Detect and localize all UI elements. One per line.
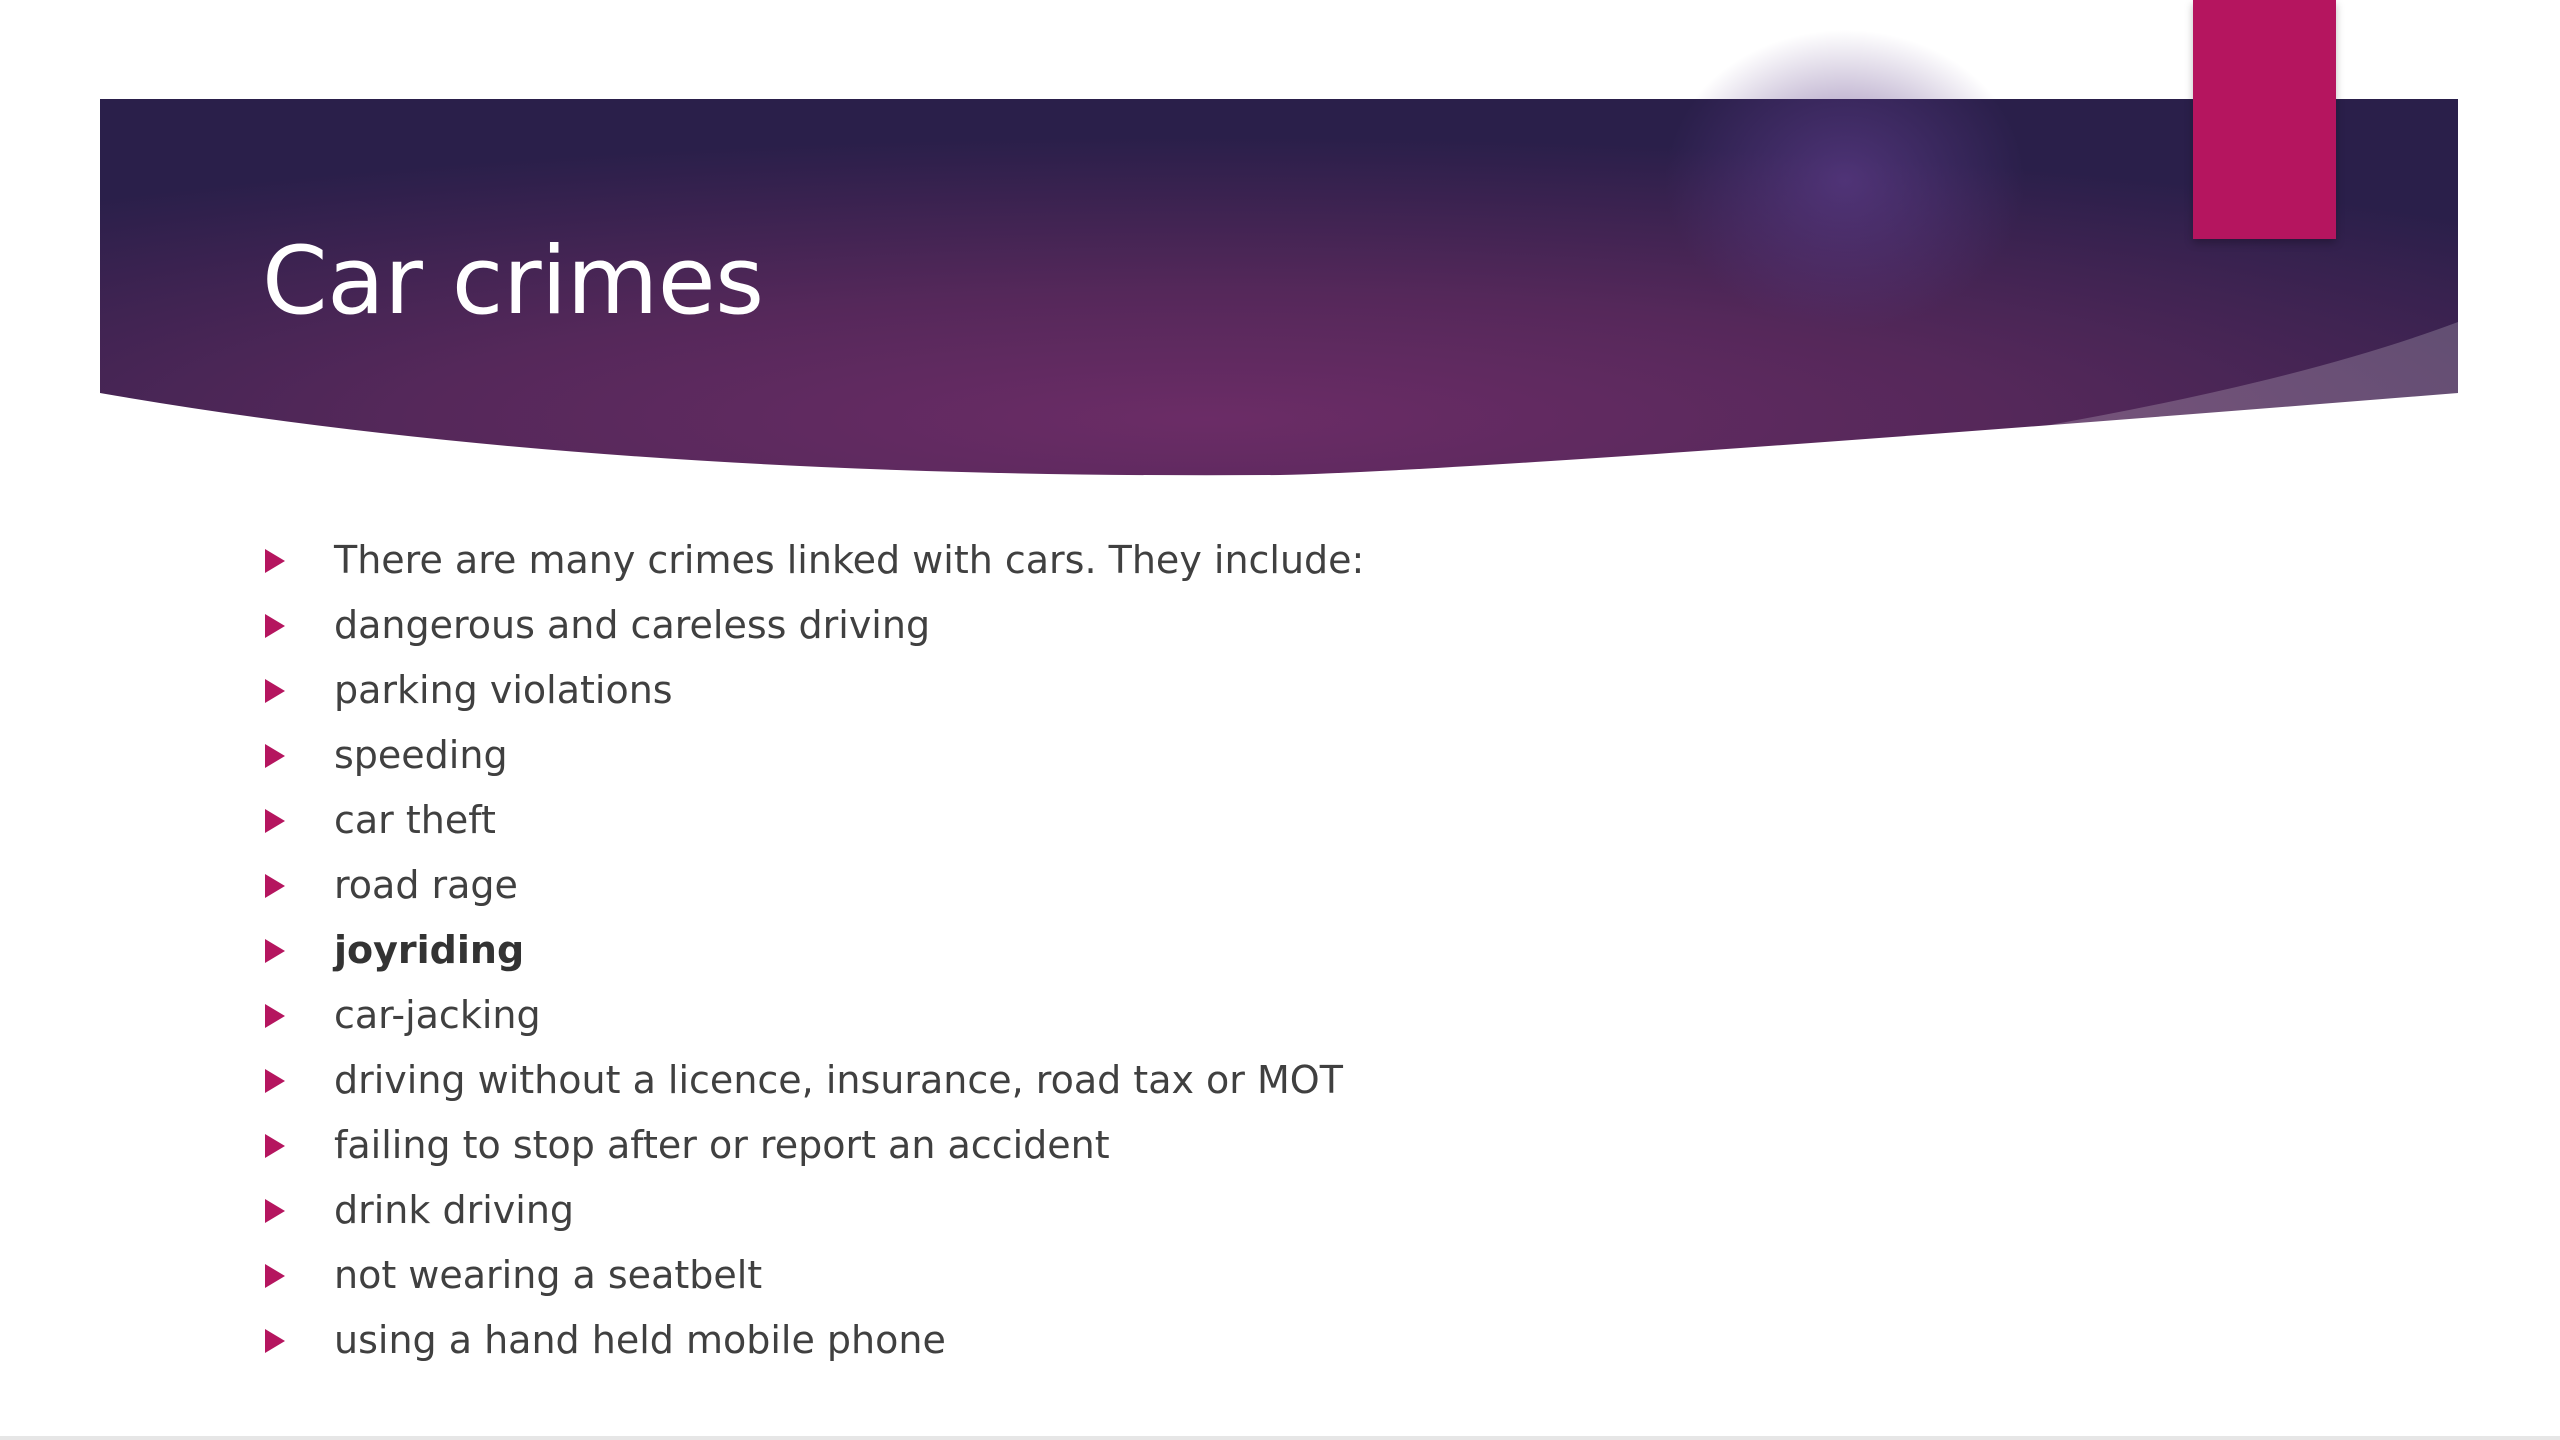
triangle-right-icon	[265, 1199, 285, 1223]
bullet-item	[262, 788, 1364, 853]
bullet-text: dangerous and careless driving	[334, 603, 931, 647]
bullet-item	[262, 1113, 1364, 1178]
bullet-text: car-jacking	[334, 993, 541, 1037]
bullet-text: There are many crimes linked with cars. They include:	[334, 538, 1365, 582]
triangle-right-icon	[265, 549, 285, 573]
triangle-right-icon	[265, 1264, 285, 1288]
bullet-text: joyriding	[334, 928, 525, 972]
triangle-right-icon	[265, 1329, 285, 1353]
bullet-text: not wearing a seatbelt	[334, 1253, 763, 1297]
bullet-text: speeding	[334, 733, 508, 777]
bullet-item	[262, 1308, 1364, 1373]
bullet-text: drink driving	[334, 1188, 575, 1232]
bullet-item	[262, 1048, 1364, 1113]
bullet-text: driving without a licence, insurance, road tax or MOT	[334, 1058, 1343, 1102]
slide-title: Car crimes	[262, 227, 764, 336]
bullet-item	[262, 853, 1364, 918]
bullet-item	[262, 1178, 1364, 1243]
bullet-text: using a hand held mobile phone	[334, 1318, 946, 1362]
bullet-item	[262, 528, 1364, 593]
slide-bottom-border	[0, 1436, 2560, 1440]
triangle-right-icon	[265, 744, 285, 768]
triangle-right-icon	[265, 874, 285, 898]
triangle-right-icon	[265, 939, 285, 963]
bullet-item	[262, 918, 1364, 983]
triangle-right-icon	[265, 809, 285, 833]
triangle-right-icon	[265, 679, 285, 703]
bullet-item	[262, 658, 1364, 723]
bullet-item	[262, 593, 1364, 658]
bullet-list	[262, 528, 1364, 1373]
triangle-right-icon	[265, 1134, 285, 1158]
bullet-text: parking violations	[334, 668, 673, 712]
triangle-right-icon	[265, 1069, 285, 1093]
triangle-right-icon	[265, 1004, 285, 1028]
bullet-item	[262, 723, 1364, 788]
accent-tab	[2193, 0, 2336, 239]
bullet-item	[262, 1243, 1364, 1308]
bullet-item	[262, 983, 1364, 1048]
bullet-text: road rage	[334, 863, 518, 907]
bullet-text: failing to stop after or report an accident	[334, 1123, 1110, 1167]
bullet-text: car theft	[334, 798, 496, 842]
triangle-right-icon	[265, 614, 285, 638]
